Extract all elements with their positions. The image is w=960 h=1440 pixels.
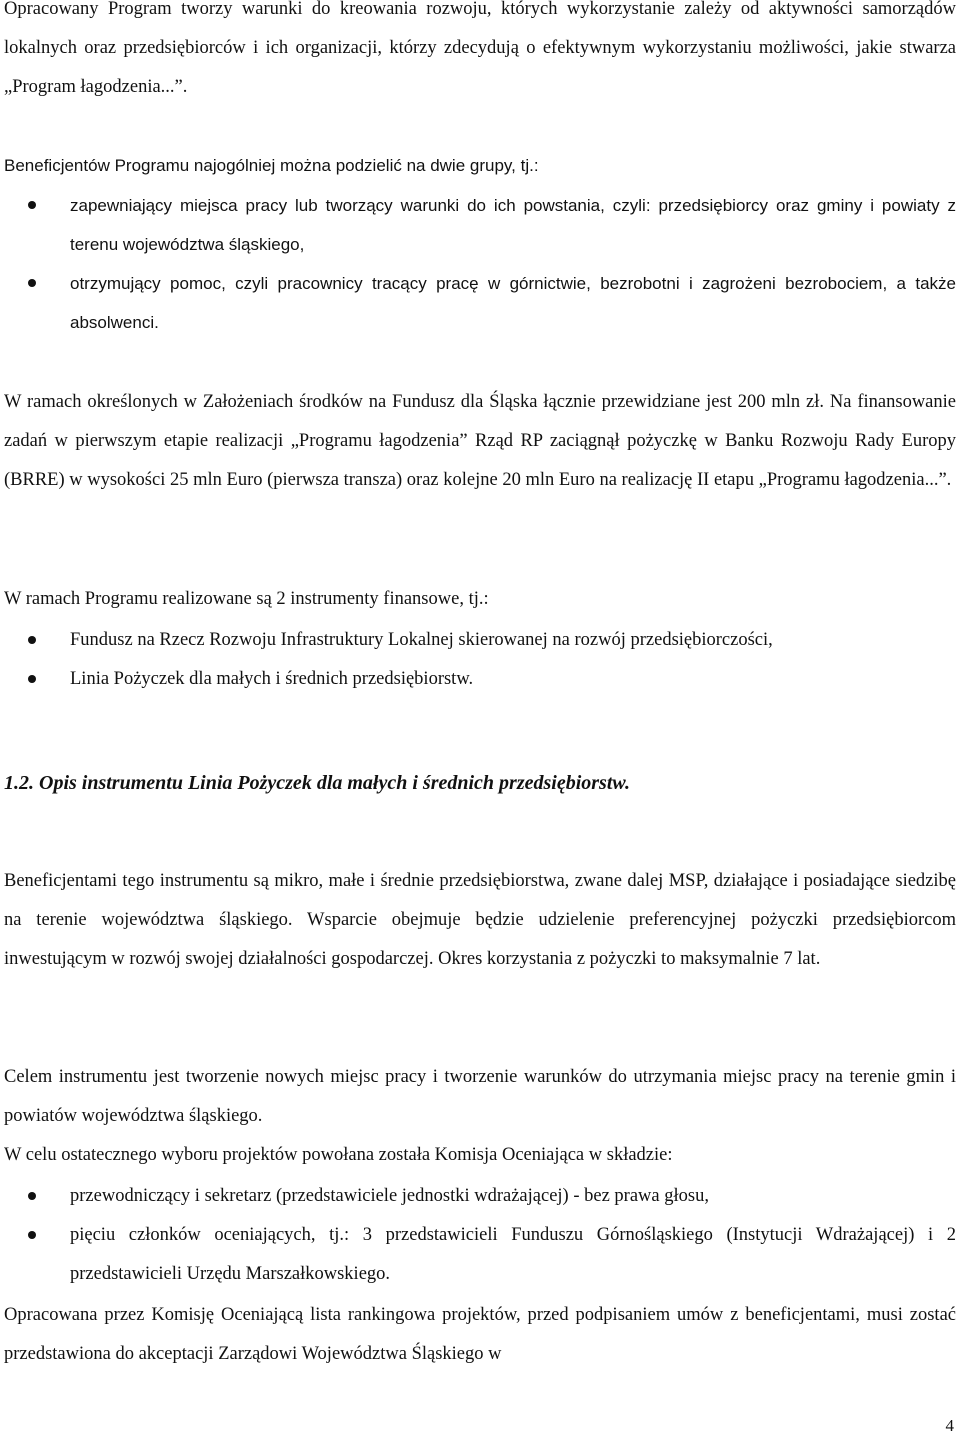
instrument-beneficiaries-paragraph: Beneficjentami tego instrumentu są mikro, małe i średnie przedsiębiorstwa, zwane dalej MSP, działające i posiadające siedzibę na terenie województwa śląskiego. Wsparcie obejmuje będzie udzielenie preferencyjnej pożyczki przedsiębiorcom inwestującym w rozwój swojej działalności gospodarczej. Okres korzystania z pożyczki to maksymalnie 7 lat. <box>4 871 956 969</box>
commission-intro-paragraph: W celu ostatecznego wyboru projektów powołana została Komisja Oceniająca w składzie: <box>4 1145 673 1165</box>
list-item: zapewniający miejsca pracy lub tworzący warunki do ich powstania, czyli: przedsiębiorcy oraz gminy i powiaty z terenu województwa śląskiego, <box>0 186 956 264</box>
list-item: Linia Pożyczek dla małych i średnich przedsiębiorstw. <box>0 660 956 699</box>
section-heading: 1.2. Opis instrumentu Linia Pożyczek dla małych i średnich przedsiębiorstw. <box>4 772 630 794</box>
list-item: pięciu członków oceniających, tj.: 3 przedstawicieli Funduszu Górnośląskiego (Instytucji Wdrażającej) i 2 przedstawicieli Urzędu Marszałkowskiego. <box>0 1216 956 1294</box>
goal-paragraph: Celem instrumentu jest tworzenie nowych miejsc pracy i tworzenie warunków do utrzymania miejsc pracy na terenie gmin i powiatów województwa śląskiego. <box>4 1067 956 1126</box>
bullet-icon <box>28 279 36 287</box>
beneficiaries-intro-paragraph: Beneficjentów Programu najogólniej można podzielić na dwie grupy, tj.: <box>4 156 539 175</box>
list-item: Fundusz na Rzecz Rozwoju Infrastruktury Lokalnej skierowanej na rozwój przedsiębiorczości, <box>0 621 956 660</box>
intro-paragraph: Opracowany Program tworzy warunki do kreowania rozwoju, których wykorzystanie zależy od aktywności samorządów lokalnych oraz przedsiębiorców i ich organizacji, którzy zdecydują o efektywnym wykorzystaniu możliwości, jakie stwarza „Program łagodzenia...”. <box>4 0 956 97</box>
beneficiary-groups-list <box>0 186 956 342</box>
funds-paragraph: W ramach określonych w Założeniach środków na Fundusz dla Śląska łącznie przewidziane jest 200 mln zł. Na finansowanie zadań w pierwszym etapie realizacji „Programu łagodzenia” Rząd RP zaciągnął pożyczkę w Banku Rozwoju Rady Europy (BRRE) w wysokości 25 mln Euro (pierwsza transza) oraz kolejne 20 mln Euro na realizację II etapu „Programu łagodzenia...”. <box>4 392 956 490</box>
list-item: przewodniczący i sekretarz (przedstawiciele jednostki wdrażającej) - bez prawa głosu, <box>0 1177 956 1216</box>
commission-members-list <box>0 1177 956 1294</box>
bullet-icon <box>28 636 36 644</box>
page-number: 4 <box>945 1416 954 1435</box>
instruments-list <box>0 621 956 699</box>
ranking-paragraph: Opracowana przez Komisję Oceniającą lista rankingowa projektów, przed podpisaniem umów z beneficjentami, musi zostać przedstawiona do akceptacji Zarządowi Województwa Śląskiego w <box>4 1305 956 1364</box>
instruments-intro-paragraph: W ramach Programu realizowane są 2 instrumenty finansowe, tj.: <box>4 589 489 609</box>
bullet-icon <box>28 1231 36 1239</box>
bullet-icon <box>28 675 36 683</box>
list-item: otrzymujący pomoc, czyli pracownicy tracący pracę w górnictwie, bezrobotni i zagrożeni bezrobociem, a także absolwenci. <box>0 264 956 342</box>
bullet-icon <box>28 1192 36 1200</box>
bullet-icon <box>28 201 36 209</box>
